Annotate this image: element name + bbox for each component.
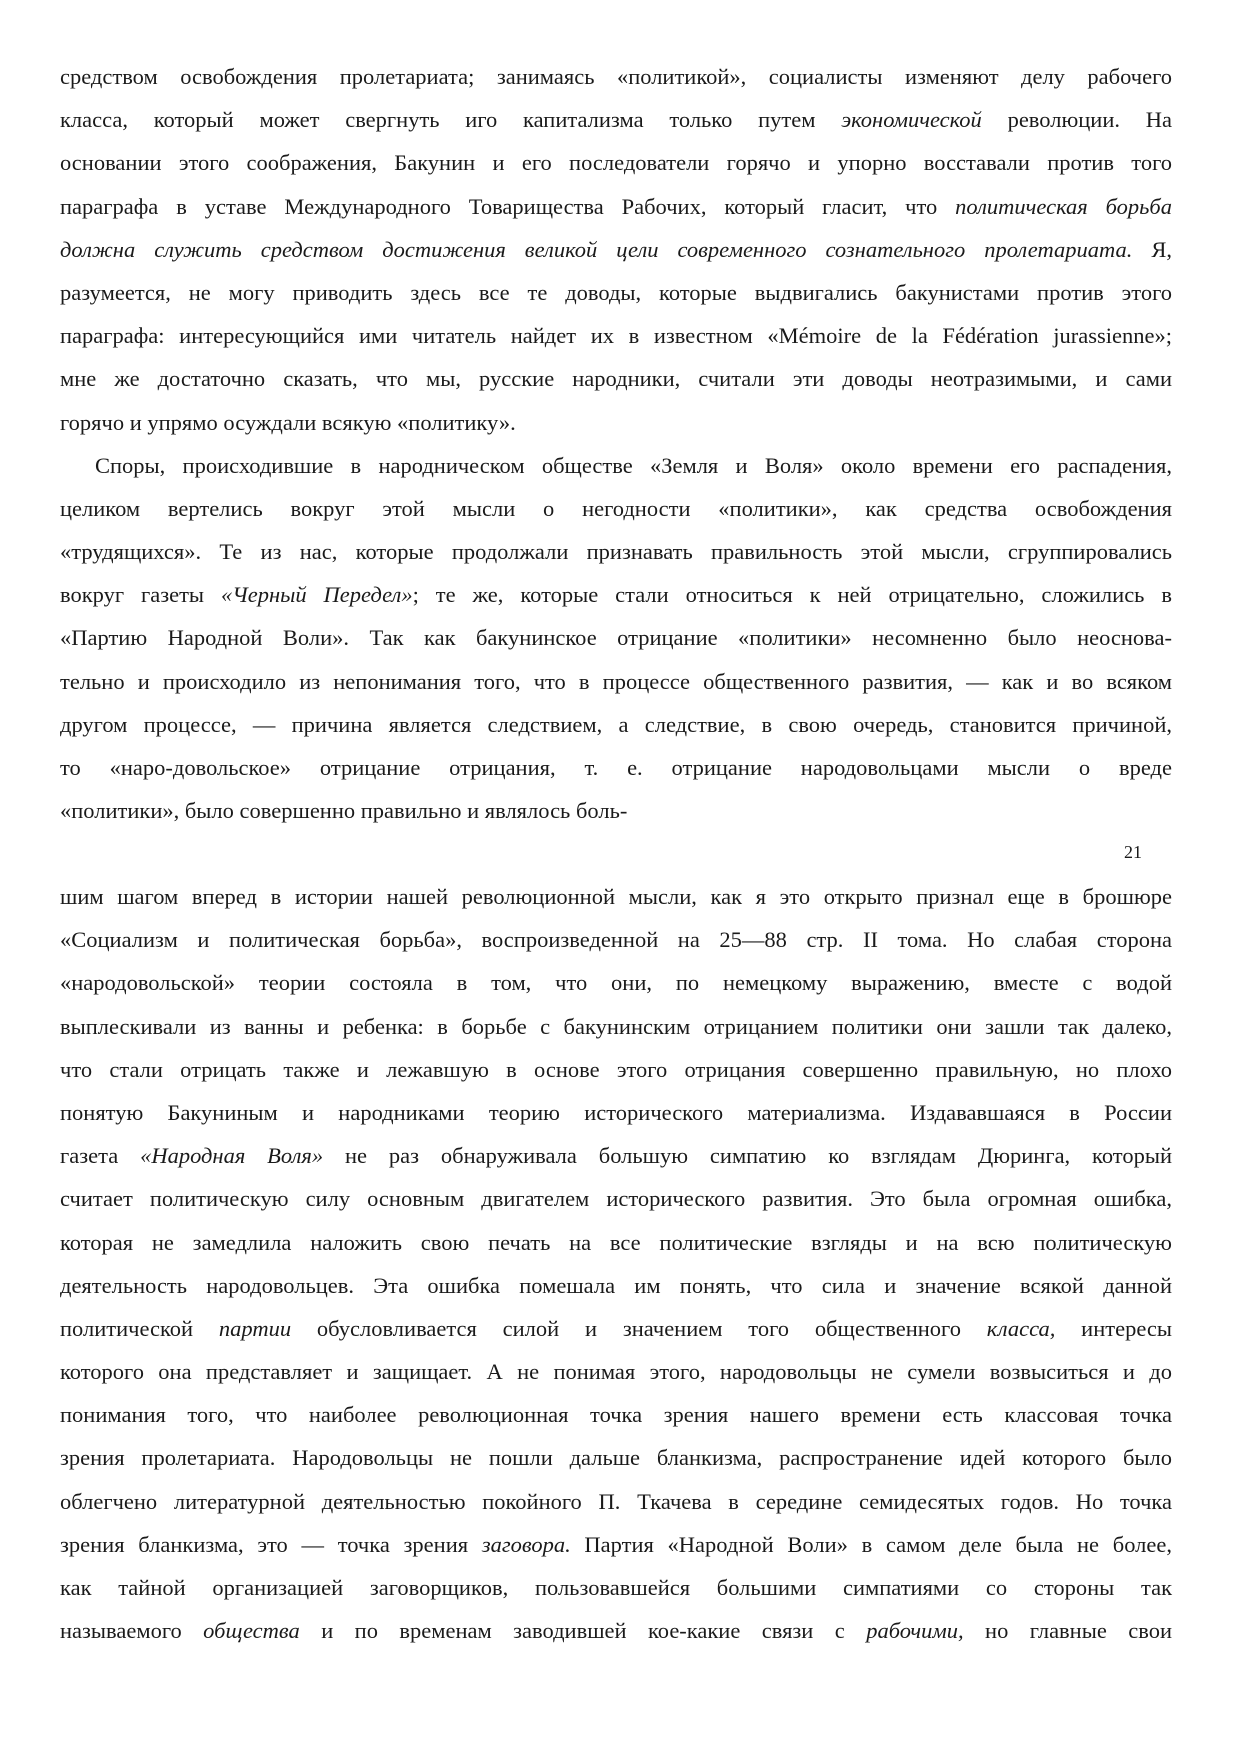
text-run: «народовольской» теории состояла в том, что они, по немецкому выражению, вместе с водой [60, 970, 1172, 996]
text-run: ; те же, которые стали относиться к ней отрицательно, сложились в [412, 582, 1172, 608]
text-run: горячо и упрямо осуждали всякую «политику». [60, 409, 516, 435]
text-run: параграфа в уставе Международного Товарищества Рабочих, который гласит, что [60, 193, 956, 219]
italic-text-run: экономической [841, 107, 982, 133]
italic-text-run: рабочими, [866, 1618, 964, 1644]
text-line [60, 573, 1172, 616]
text-run: «Социализм и политическая борьба», воспроизведенной на 25—88 стр. II тома. Но слабая сторона [60, 927, 1172, 953]
text-line [60, 918, 1172, 961]
text-line [60, 1048, 1172, 1091]
text-line [60, 1436, 1172, 1479]
text-run: другом процессе, — причина является следствием, а следствие, в свою очередь, становится причиной, [60, 711, 1172, 737]
italic-text-run: политическая борьба [955, 193, 1172, 219]
text-line [60, 660, 1172, 703]
text-run: интересы [1055, 1315, 1172, 1341]
text-run: основании этого соображения, Бакунин и его последователи горячо и упорно восставали против того [60, 150, 1172, 176]
text-run: облегчено литературной деятельностью покойного П. Ткачева в середине семидесятых годов. Но точка [60, 1488, 1172, 1514]
text-run: считает политическую силу основным двигателем исторического развития. Это была огромная ошибка, [60, 1186, 1172, 1212]
text-run: зрения бланкизма, это — точка зрения [60, 1531, 482, 1557]
text-run: средством освобождения пролетариата; занимаясь «политикой», социалисты изменяют делу рабочего [60, 64, 1172, 89]
text-line [60, 228, 1172, 271]
italic-text-run: общества [203, 1618, 300, 1644]
text-line [60, 55, 1172, 98]
text-line [60, 1566, 1172, 1609]
text-line [60, 789, 1172, 832]
text-line [60, 875, 1172, 918]
text-line [60, 357, 1172, 400]
text-line [60, 141, 1172, 184]
text-run: зрения пролетариата. Народовольцы не пошли дальше бланкизма, распространение идей которого было [60, 1445, 1172, 1471]
text-line [60, 401, 1172, 444]
text-line [60, 1264, 1172, 1307]
text-run: которая не замедлила наложить свою печать на все политические взгляды и на всю политическую [60, 1229, 1172, 1255]
text-line [60, 487, 1172, 530]
text-line [60, 1177, 1172, 1220]
text-run: обусловливается силой и значением того общественного [291, 1315, 987, 1341]
text-line [60, 1480, 1172, 1523]
text-run: «политики», было совершенно правильно и являлось боль- [60, 798, 628, 824]
text-run: революции. На [981, 107, 1173, 133]
text-line [60, 314, 1172, 357]
italic-text-run: партии [218, 1315, 292, 1341]
text-run: политической [60, 1315, 219, 1341]
text-line [60, 1523, 1172, 1566]
text-line [60, 1307, 1172, 1350]
text-line [60, 1134, 1172, 1177]
text-run: не раз обнаруживала большую симпатию ко взглядам Дюринга, который [323, 1143, 1172, 1169]
text-line [60, 1350, 1172, 1393]
italic-text-run: «Черный Передел» [220, 582, 413, 608]
text-run: целиком вертелись вокруг этой мысли о негодности «политики», как средства освобождения [60, 495, 1172, 521]
text-line [60, 271, 1172, 314]
text-run: класса, который может свергнуть иго капитализма только путем [60, 107, 842, 133]
italic-text-run: должна служить средством достижения великой цели современного сознательного пролетариата. [60, 236, 1133, 262]
text-run: и по временам заводившей кое-какие связи с [299, 1618, 867, 1644]
text-run: параграфа: интересующийся ими читатель найдет их в известном «Mémoire de la Fédération jurassienne»; [60, 323, 1172, 349]
text-run: выплескивали из ванны и ребенка: в борьбе с бакунинским отрицанием политики они зашли так далеко, [60, 1013, 1172, 1039]
text-line [60, 1005, 1172, 1048]
text-run: тельно и происходило из непонимания того, что в процессе общественного развития, — как и во всяком [60, 668, 1172, 694]
text-line [60, 1091, 1172, 1134]
text-block-top [60, 55, 1172, 832]
text-run: но главные свои [963, 1618, 1172, 1644]
text-run: разумеется, не могу приводить здесь все те доводы, которые выдвигались бакунистами против этого [60, 279, 1172, 305]
text-run: понимания того, что наиболее революционная точка зрения нашего времени есть классовая точка [60, 1402, 1172, 1428]
text-run: «Партию Народной Воли». Так как бакунинское отрицание «политики» несомненно было неоснова- [60, 625, 1172, 651]
text-run: газета [60, 1143, 141, 1169]
text-run: шим шагом вперед в истории нашей революционной мысли, как я это открыто признал еще в брошюре [60, 884, 1172, 909]
italic-text-run: заговора. [481, 1531, 571, 1557]
text-run: как тайной организацией заговорщиков, пользовавшейся большими симпатиями со стороны так [60, 1575, 1172, 1600]
text-run: Споры, происходившие в народническом обществе «Земля и Воля» около времени его распадения, [95, 452, 1172, 478]
text-block-bottom [60, 875, 1172, 1652]
text-line [60, 1609, 1172, 1652]
text-run: деятельность народовольцев. Эта ошибка помешала им понять, что сила и значение всякой данной [60, 1272, 1172, 1298]
text-line [60, 1393, 1172, 1436]
text-run: вокруг газеты [60, 582, 221, 608]
text-line [60, 1221, 1172, 1264]
text-line [60, 98, 1172, 141]
italic-text-run: класса, [986, 1315, 1056, 1341]
text-line [60, 746, 1172, 789]
text-run: называемого [60, 1618, 204, 1644]
text-run: Партия «Народной Воли» в самом деле была не более, [570, 1531, 1172, 1557]
italic-text-run: «Народная Воля» [140, 1143, 324, 1169]
text-run: «трудящихся». Те из нас, которые продолжали признавать правильность этой мысли, сгруппировались [60, 539, 1172, 565]
text-run: то «наро-довольское» отрицание отрицания, т. е. отрицание народовольцами мысли о вреде [60, 755, 1172, 780]
text-line [60, 616, 1172, 659]
text-run: которого она представляет и защищает. А не понимая этого, народовольцы не сумели возвыситься и до [60, 1359, 1172, 1385]
page-number: 21 [1124, 842, 1142, 862]
text-run: Я, [1132, 236, 1172, 262]
text-line [60, 185, 1172, 228]
text-run: понятую Бакуниным и народниками теорию исторического материализма. Издававшаяся в России [60, 1099, 1172, 1125]
text-line [60, 703, 1172, 746]
text-run: что стали отрицать также и лежавшую в основе этого отрицания совершенно правильную, но плохо [60, 1056, 1172, 1082]
text-line [60, 530, 1172, 573]
text-line [60, 444, 1172, 487]
text-line [60, 961, 1172, 1004]
text-run: мне же достаточно сказать, что мы, русские народники, считали эти доводы неотразимыми, и сами [60, 366, 1172, 392]
